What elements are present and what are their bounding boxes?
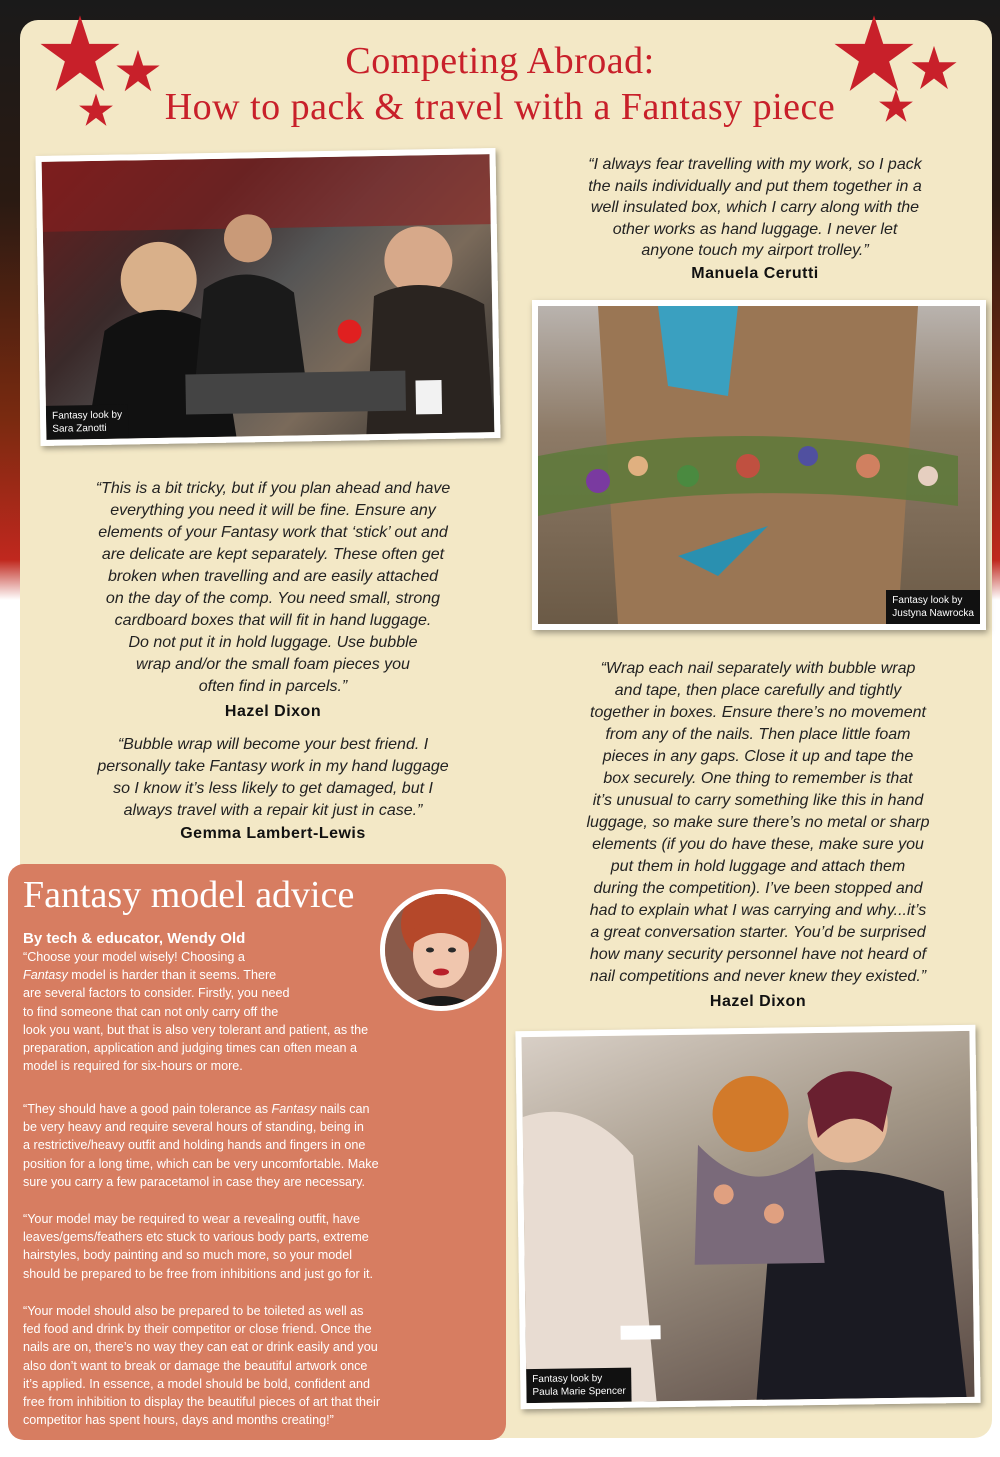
- star-icon: [38, 12, 122, 96]
- photo-fantasy-globe: [515, 1025, 980, 1409]
- quote-author: Manuela Cerutti: [691, 265, 819, 282]
- page-title: [120, 38, 880, 130]
- photo-illustration: [42, 154, 495, 440]
- photo-caption: Fantasy look by Paula Marie Spencer: [526, 1368, 632, 1403]
- star-icon: [910, 44, 958, 92]
- title-line-1: Competing Abroad:: [345, 40, 655, 82]
- advice-paragraph-1: “Choose your model wisely! Choosing a Fantasy model is harder than it seems. There are several factors to consider. Firstly, you need to find someone that can not only carry off the look you want, but that is also very tolerant and patient, as the preparation, application and judging times can often mean a model is required for six-hours or more.: [23, 950, 369, 1074]
- quote-gemma-lambert-lewis: “Bubble wrap will become your best friend. I personally take Fantasy work in my hand luggage so I know it’s less likely to get damaged, but I always travel with a repair kit just in case.”: [97, 736, 449, 819]
- photo-illustration: [538, 306, 980, 624]
- quote-author: Gemma Lambert-Lewis: [180, 825, 366, 842]
- photo-fantasy-hands: [532, 300, 986, 630]
- photo-caption: Fantasy look by Sara Zanotti: [46, 404, 129, 439]
- quote-hazel-dixon-1: “This is a bit tricky, but if you plan ahead and have everything you need it will be fine. Ensure any elements of your Fantasy work that ‘stick’ out and are delicate are kept separately. These often get broken when travelling and are easily attached on the day of the comp. You need small, strong cardboard boxes that will fit in hand luggage. Do not put it in hold luggage. Use bubble wrap and/or the small foam pieces you often find in parcels.”: [95, 480, 451, 695]
- advice-paragraph-3: “Your model may be required to wear a revealing outfit, have leaves/gems/feathers etc stuck to various body parts, extreme hairstyles, body painting and so much more, so your model should be prepared to be free from inhibitions and just go for it.: [23, 1212, 374, 1281]
- photo-illustration: [521, 1031, 974, 1403]
- photo-caption: Fantasy look by Justyna Nawrocka: [886, 590, 980, 624]
- advice-paragraph-4: “Your model should also be prepared to be toileted as well as fed food and drink by their competitor or close friend. Once the nails are on, there’s no way they can eat or drink easily and you also don’t want to break or damage the beautiful artwork once it’s applied. In essence, a model should be bold, confident and free from inhibition to display the beautiful pieces of art that their competitor has spent hours, days and months creating!”: [23, 1304, 381, 1428]
- quote-hazel-dixon-2: “Wrap each nail separately with bubble wrap and tape, then place carefully and tightly together in boxes. Ensure there’s no movement from any of the nails. Then place little foam pieces in any gaps. Close it up and tape the box securely. One thing to remember is that it’s unusual to carry something like this in hand luggage, so make sure there’s no metal or sharp elements (if you do have these, make sure you put them in hold luggage and attach them during the competition). I’ve been stopped and had to explain what I was carrying and why...it’s a great conversation starter. You’d be surprised how many security personnel have not heard of nail competitions and never knew they existed.”: [586, 660, 930, 985]
- advice-paragraph-2: “They should have a good pain tolerance as Fantasy nails can be very heavy and require several hours of standing, being in a restrictive/heavy outfit and holding hands and fingers in one position for a long time, which can be very uncomfortable. Make sure you carry a few paracetamol in case they are necessary.: [23, 1102, 379, 1189]
- quote-author: Hazel Dixon: [709, 993, 807, 1010]
- photo-salon-competition: [36, 148, 501, 446]
- title-line-2: How to pack & travel with a Fantasy piece: [164, 86, 836, 128]
- advice-heading: Fantasy model advice: [23, 874, 355, 916]
- star-icon: [78, 92, 114, 128]
- quote-manuela-cerutti: “I always fear travelling with my work, so I pack the nails individually and put them together in a well insulated box, which I carry along with the other works as hand luggage. I never let anyone touch my airport trolley.”: [588, 156, 922, 259]
- quote-author: Hazel Dixon: [224, 703, 322, 720]
- star-icon: [878, 88, 914, 124]
- advice-byline: By tech & educator, Wendy Old: [23, 930, 246, 947]
- advice-box: [8, 864, 506, 1440]
